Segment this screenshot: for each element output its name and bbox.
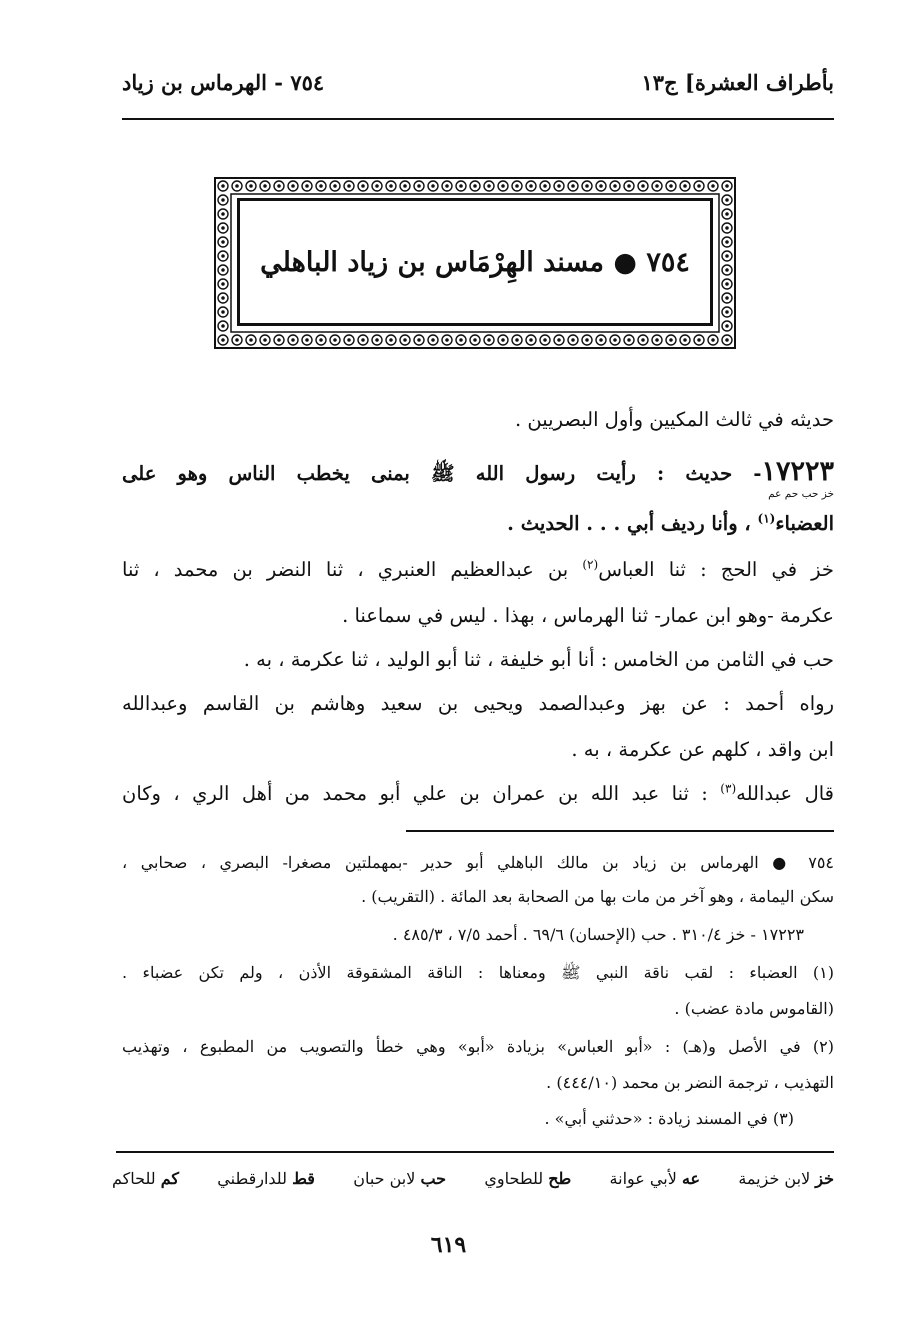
footnotes — [122, 846, 834, 1146]
header-section: ٧٥٤ - الهرماس بن زياد — [122, 69, 325, 95]
abbreviation-key — [112, 1160, 834, 1196]
footnote-line: (القاموس مادة عضب) . — [674, 999, 834, 1018]
footnote-line: ٧٥٤ ● الهرماس بن زياد بن مالك الباهلي أبو حدير -بمهملتين مصغرا- البصري ، صحابي ، — [122, 853, 834, 872]
footnote-line: التهذيب ، ترجمة النضر بن محمد (٤٤٤/١٠) . — [546, 1073, 834, 1092]
chain-text: : ثنا عبد الله بن عمران بن علي أبو محمد من أهل الري ، وكان — [122, 782, 708, 805]
intro-line: حديثه في ثالث المكيين وأول البصريين . — [515, 408, 834, 431]
footnote-separator — [406, 830, 834, 832]
hadith-number: ١٧٢٢٣ — [761, 456, 834, 487]
footnote-ref: (٢) — [582, 557, 599, 572]
hadith-sources-sigla: خز حب حم عم — [768, 488, 834, 500]
chain-text: خز في الحج : ثنا العباس — [598, 558, 834, 581]
key-item: حب لابن حبان — [353, 1168, 447, 1188]
hadith-text: - حديث : رأيت رسول الله ﷺ بمنى يخطب الناس وهو على — [122, 462, 762, 485]
key-item: قط للدارقطني — [217, 1168, 315, 1188]
footnote-line: (١) العضباء : لقب ناقة النبي ﷺ ومعناها : الناقة المشقوقة الأذن ، ولم تكن عضباء . — [122, 963, 834, 982]
chain-line-1 — [122, 546, 834, 593]
key-item: كم للحاكم — [112, 1168, 179, 1188]
footnote-ref: (٣) — [720, 781, 737, 796]
footnote-ref: (١) — [757, 511, 776, 526]
footnote-line: ١٧٢٢٣ - خز ٣١٠/٤ . حب (الإحسان) ٦٩/٦ . أحمد ٧/٥ ، ٤٨٥/٣ . — [392, 925, 804, 944]
running-header — [122, 62, 834, 102]
chapter-title: ٧٥٤ ● مسند الهِرْمَاس بن زياد الباهلي — [260, 246, 690, 278]
header-rule — [122, 118, 834, 120]
footnote-line: سكن اليمامة ، وهو آخر من مات بها من الصحابة بعد المائة . (التقريب) . — [361, 887, 834, 906]
hadith-heading-line — [122, 448, 834, 498]
key-item: عه لأبي عوانة — [609, 1168, 701, 1188]
chain-line-4: رواه أحمد : عن بهز وعبدالصمد ويحيى بن سعيد وهاشم بن القاسم وعبدالله — [122, 692, 834, 715]
chain-text: بن عبدالعظيم العنبري ، ثنا النضر بن محمد ، ثنا — [122, 558, 569, 581]
page-number: ٦١٩ — [430, 1232, 467, 1258]
hadith-continuation: ، وأنا رديف أبي . . . الحديث . — [507, 512, 751, 535]
chain-text: قال عبدالله — [736, 782, 834, 805]
header-volume: بأطراف العشرة] ج١٣ — [641, 69, 834, 95]
hadith-word: العضباء — [775, 512, 834, 535]
main-text — [122, 396, 834, 816]
chain-line-5: ابن واقد ، كلهم عن عكرمة ، به . — [571, 738, 834, 761]
footer-rule — [116, 1151, 834, 1153]
chain-line-2: عكرمة -وهو ابن عمار- ثنا الهرماس ، بهذا . ليس في سماعنا . — [342, 604, 834, 627]
footnote-line: (٣) في المسند زيادة : «حدثني أبي» . — [544, 1109, 794, 1128]
hadith-line-2 — [122, 500, 834, 547]
chain-line-6 — [122, 770, 834, 817]
chapter-title-box — [237, 198, 713, 326]
title-frame — [213, 176, 737, 350]
footnote-line: (٢) في الأصل و(هـ) : «أبو العباس» بزيادة «أبو» وهي خطأ والتصويب من المطبوع ، وتهذيب — [122, 1037, 834, 1056]
chain-line-3: حب في الثامن من الخامس : أنا أبو خليفة ، ثنا أبو الوليد ، ثنا عكرمة ، به . — [243, 648, 834, 671]
key-item: خز لابن خزيمة — [738, 1168, 834, 1188]
key-item: طح للطحاوي — [484, 1168, 572, 1188]
